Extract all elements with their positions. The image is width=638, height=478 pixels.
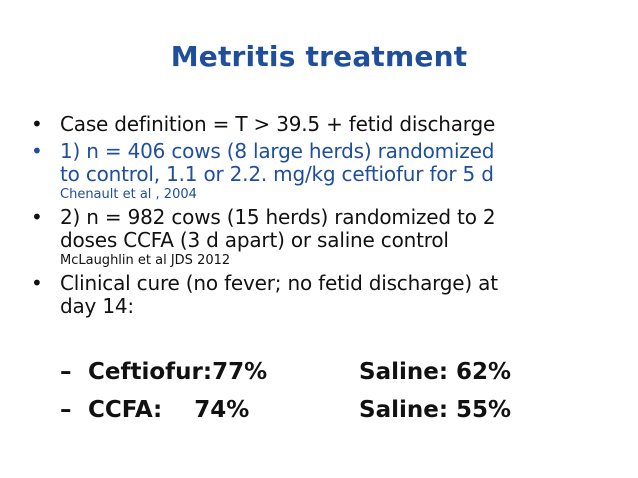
bullet-dot: • — [31, 271, 43, 295]
bullet-line: Clinical cure (no fever; no fetid discharge) at — [60, 271, 498, 295]
bullet-line: day 14: — [60, 294, 134, 318]
result-treatment: CCFA: 74% — [88, 397, 250, 423]
bullet-study-1 — [28, 140, 628, 202]
bullet-line: 2) n = 982 cows (15 herds) randomized to 2 — [60, 205, 496, 229]
bullet-clinical-cure — [28, 272, 628, 318]
result-saline: Saline: 62% — [359, 359, 512, 385]
bullet-study-2 — [28, 206, 628, 268]
slide-title: Metritis treatment — [170, 40, 468, 73]
result-saline: Saline: 55% — [359, 397, 512, 423]
citation: McLaughlin et al JDS 2012 — [60, 253, 231, 268]
dash-marker: – — [60, 397, 72, 423]
bullet-line: Case definition = T > 39.5 + fetid discharge — [60, 112, 496, 136]
bullet-line: doses CCFA (3 d apart) or saline control — [60, 228, 449, 252]
bullet-dot: • — [31, 205, 43, 229]
bullet-case-definition — [28, 113, 628, 136]
result-treatment: Ceftiofur:77% — [88, 359, 268, 385]
result-row-ccfa — [60, 395, 620, 425]
bullet-dot: • — [31, 139, 43, 163]
bullet-list — [28, 113, 628, 318]
bullet-line: 1) n = 406 cows (8 large herds) randomized — [60, 139, 495, 163]
dash-marker: – — [60, 359, 72, 385]
bullet-dot: • — [31, 112, 43, 136]
result-row-ceftiofur — [60, 357, 620, 387]
citation: Chenault et al , 2004 — [60, 187, 197, 202]
bullet-line: to control, 1.1 or 2.2. mg/kg ceftiofur for 5 d — [60, 162, 494, 186]
